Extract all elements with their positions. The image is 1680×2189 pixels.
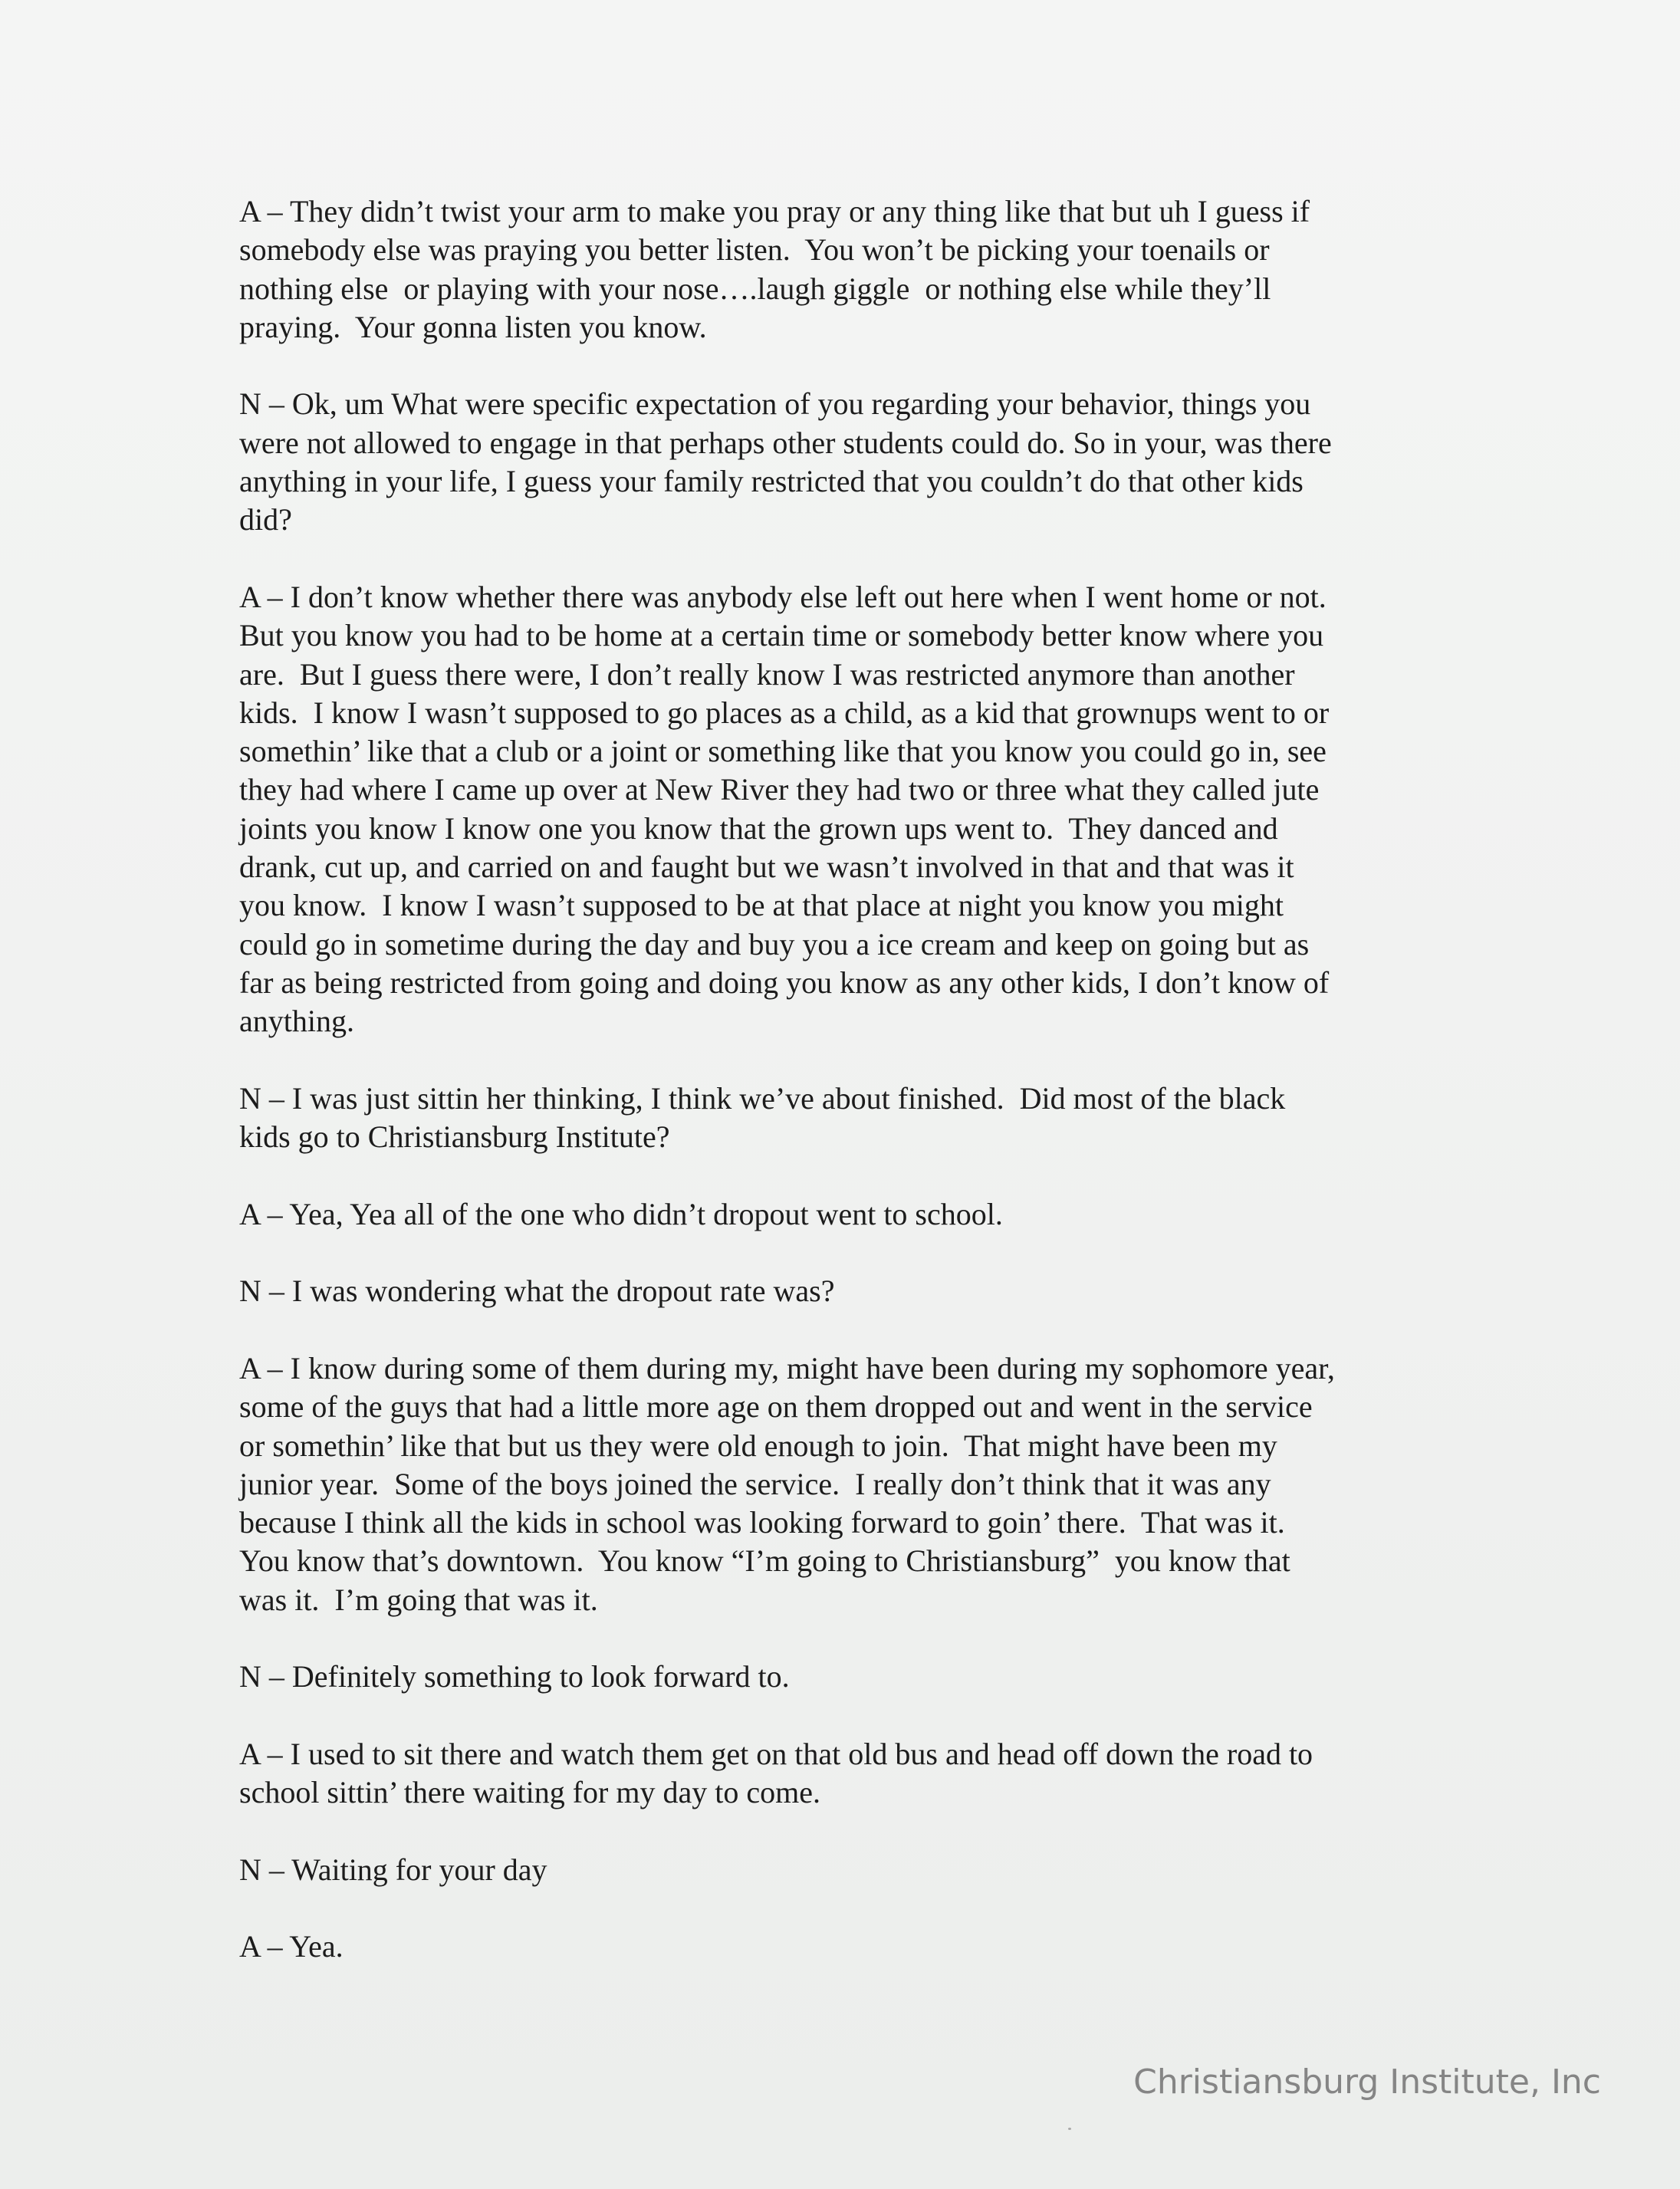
transcript-line: But you know you had to be home at a certain time or somebody better know where you	[239, 618, 1324, 653]
transcript-line: did?	[239, 502, 292, 537]
transcript-line: A – I don’t know whether there was anybody else left out here when I went home or not.	[239, 579, 1327, 614]
transcript-line: N – I was wondering what the dropout rate was?	[239, 1274, 835, 1309]
transcript-line: because I think all the kids in school was looking forward to goin’ there. That was it.	[239, 1505, 1285, 1540]
transcript-paragraph	[239, 1195, 1466, 1234]
transcript-line: kids go to Christiansburg Institute?	[239, 1119, 670, 1155]
transcript-paragraph	[239, 1851, 1466, 1889]
transcript-line: you know. I know I wasn’t supposed to be at that place at night you know you might	[239, 888, 1284, 923]
transcript-paragraph	[239, 1349, 1466, 1619]
transcript-line: junior year. Some of the boys joined the service. I really don’t think that it was any	[239, 1466, 1271, 1501]
transcript-line: A – I know during some of them during my, might have been during my sophomore year,	[239, 1350, 1335, 1385]
transcript-line: You know that’s downtown. You know “I’m going to Christiansburg” you know that	[239, 1543, 1290, 1579]
transcript-line: school sittin’ there waiting for my day to come.	[239, 1775, 820, 1810]
transcript-line: are. But I guess there were, I don’t really know I was restricted anymore than another	[239, 656, 1295, 692]
watermark: Christiansburg Institute, Inc	[1133, 2062, 1601, 2102]
transcript-paragraph	[239, 385, 1466, 539]
transcript-line: anything in your life, I guess your family restricted that you couldn’t do that other kids	[239, 464, 1304, 499]
transcript-line: A – I used to sit there and watch them get on that old bus and head off down the road to	[239, 1736, 1313, 1771]
transcript-line: was it. I’m going that was it.	[239, 1582, 598, 1617]
transcript-line: nothing else or playing with your nose….laugh giggle or nothing else while they’ll	[239, 271, 1271, 306]
transcript-line: drank, cut up, and carried on and faught but we wasn’t involved in that and that was it	[239, 850, 1294, 885]
transcript-line: they had where I came up over at New River they had two or three what they called jute	[239, 772, 1320, 807]
transcript-paragraph	[239, 1735, 1466, 1813]
transcript-line: anything.	[239, 1004, 354, 1039]
transcript-line: N – Definitely something to look forward to.	[239, 1659, 790, 1694]
transcript-paragraph	[239, 1080, 1466, 1157]
transcript-line: some of the guys that had a little more age on them dropped out and went in the service	[239, 1389, 1313, 1425]
transcript-paragraph	[239, 1658, 1466, 1696]
transcript-line: somethin’ like that a club or a joint or something like that you know you could go in, see	[239, 734, 1327, 769]
transcript-line: joints you know I know one you know that the grown ups went to. They danced and	[239, 810, 1278, 846]
transcript-paragraph	[239, 192, 1466, 347]
transcript-line: praying. Your gonna listen you know.	[239, 309, 707, 344]
transcript-line: far as being restricted from going and doing you know as any other kids, I don’t know of	[239, 965, 1330, 1000]
transcript-line: N – I was just sittin her thinking, I think we’ve about finished. Did most of the black	[239, 1080, 1286, 1116]
transcript-line: A – They didn’t twist your arm to make you pray or any thing like that but uh I guess if	[239, 194, 1310, 228]
transcript-line: somebody else was praying you better listen. You won’t be picking your toenails or	[239, 232, 1270, 268]
transcript-line: A – Yea.	[239, 1929, 344, 1964]
transcript-line: or somethin’ like that but us they were old enough to join. That might have been my	[239, 1428, 1277, 1463]
transcript-line: N – Ok, um What were specific expectation of you regarding your behavior, things you	[239, 386, 1311, 422]
paper-speck	[1068, 2128, 1071, 2130]
transcript-line: kids. I know I wasn’t supposed to go places as a child, as a kid that grownups went to or	[239, 695, 1330, 730]
transcript-line: were not allowed to engage in that perhaps other students could do. So in your, was there	[239, 425, 1332, 460]
transcript-line: A – Yea, Yea all of the one who didn’t dropout went to school.	[239, 1196, 1003, 1231]
transcript-paragraph	[239, 1928, 1466, 1966]
transcript-paragraph	[239, 578, 1466, 1041]
transcript-line: N – Waiting for your day	[239, 1852, 547, 1887]
transcript-paragraph	[239, 1272, 1466, 1310]
transcript-line: could go in sometime during the day and buy you a ice cream and keep on going but as	[239, 926, 1310, 961]
interview-transcript	[239, 192, 1466, 1967]
